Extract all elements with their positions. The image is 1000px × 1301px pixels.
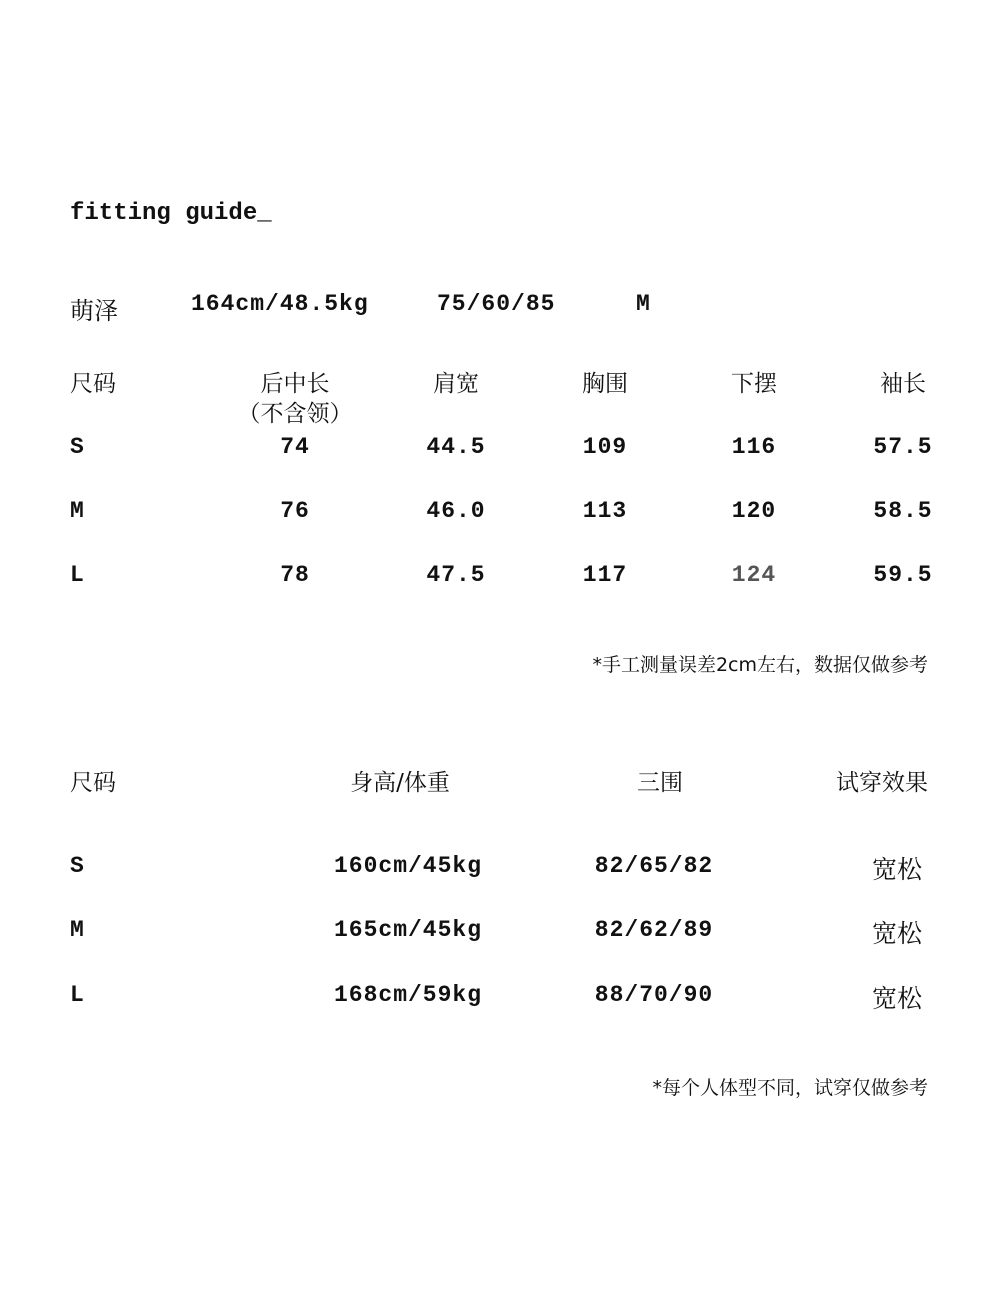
header-size: 尺码	[70, 770, 116, 796]
model-measurements: 75/60/85	[437, 291, 556, 317]
model-height-weight: 164cm/48.5kg	[191, 291, 369, 317]
row-fit: 宽松	[871, 984, 922, 1013]
model-size: M	[636, 291, 651, 317]
row-shoulder: 44.5	[426, 434, 486, 460]
row-chest: 113	[582, 498, 628, 524]
row-height-weight: 160cm/45kg	[333, 853, 483, 879]
row-measurements: 82/62/89	[594, 917, 714, 943]
row-shoulder: 47.5	[426, 562, 486, 588]
row-size: L	[70, 562, 85, 588]
header-chest: 胸围	[582, 371, 628, 397]
row-length: 78	[280, 562, 310, 588]
row-hem: 124	[731, 562, 777, 588]
row-size: S	[70, 853, 85, 879]
row-shoulder: 46.0	[426, 498, 486, 524]
row-fit: 宽松	[871, 919, 922, 948]
row-hem: 116	[731, 434, 777, 460]
header-shoulder: 肩宽	[433, 371, 479, 397]
header-length-note: （不含领）	[237, 401, 353, 427]
header-length: 后中长	[260, 371, 330, 397]
row-sleeve: 59.5	[873, 562, 933, 588]
row-measurements: 88/70/90	[594, 982, 714, 1008]
header-measurements: 三围	[637, 770, 683, 796]
header-sleeve: 袖长	[880, 371, 926, 397]
row-chest: 109	[582, 434, 628, 460]
row-chest: 117	[582, 562, 628, 588]
row-size: L	[70, 982, 85, 1008]
row-height-weight: 168cm/59kg	[333, 982, 483, 1008]
row-sleeve: 58.5	[873, 498, 933, 524]
row-measurements: 82/65/82	[594, 853, 714, 879]
row-size: M	[70, 917, 85, 943]
row-size: S	[70, 434, 85, 460]
row-height-weight: 165cm/45kg	[333, 917, 483, 943]
row-sleeve: 57.5	[873, 434, 933, 460]
header-hem: 下摆	[731, 371, 777, 397]
page-title: fitting guide_	[70, 200, 272, 227]
row-length: 74	[280, 434, 310, 460]
model-name: 萌泽	[70, 297, 118, 325]
row-length: 76	[280, 498, 310, 524]
fit-note: *每个人体型不同，试穿仅做参考	[652, 1077, 928, 1099]
measurement-note: *手工测量误差2cm左右，数据仅做参考	[592, 654, 928, 676]
header-fit: 试穿效果	[836, 770, 928, 796]
row-size: M	[70, 498, 85, 524]
header-size: 尺码	[70, 371, 116, 397]
header-height-weight: 身高/体重	[350, 770, 450, 796]
row-hem: 120	[731, 498, 777, 524]
row-fit: 宽松	[871, 855, 922, 884]
